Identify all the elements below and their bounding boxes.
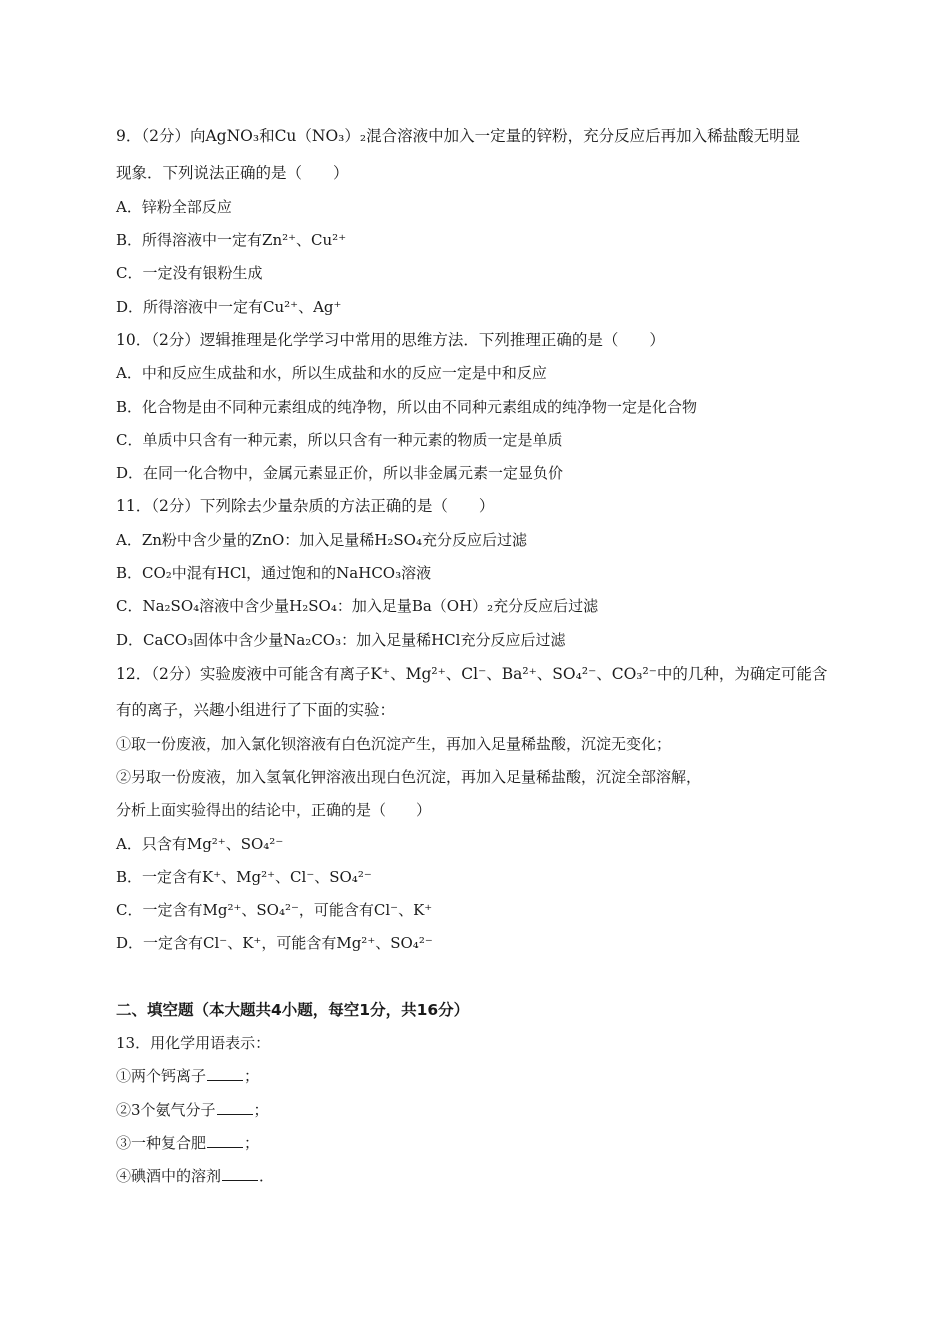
q12-step-1: ①取一份废液，加入氯化钡溶液有白色沉淀产生，再加入足量稀盐酸，沉淀无变化；	[116, 735, 672, 753]
q13-item-2-text: ②3个氨气分子	[116, 1101, 216, 1119]
q10-option-a: A．中和反应生成盐和水，所以生成盐和水的反应一定是中和反应	[116, 364, 547, 382]
q9-option-b: B．所得溶液中一定有Zn²⁺、Cu²⁺	[116, 231, 347, 249]
punctuation: ；	[253, 1101, 269, 1119]
punctuation: ．	[259, 1167, 275, 1185]
q10-option-d: D．在同一化合物中，金属元素显正价，所以非金属元素一定显负价	[116, 464, 564, 482]
q13-item-4	[116, 1166, 274, 1186]
q12-option-d: D．一定含有Cl⁻、K⁺，可能含有Mg²⁺、SO₄²⁻	[116, 934, 433, 952]
q13-item-3	[116, 1133, 259, 1153]
punctuation: ；	[244, 1067, 260, 1085]
q11-stem: 11．（2分）下列除去少量杂质的方法正确的是（ ）	[116, 497, 495, 515]
q10-stem: 10．（2分）逻辑推理是化学学习中常用的思维方法．下列推理正确的是（ ）	[116, 331, 665, 349]
q9-stem-cont: 现象．下列说法正确的是（ ）	[116, 164, 349, 182]
q9-stem: 9．（2分）向AgNO₃和Cu（NO₃）₂混合溶液中加入一定量的锌粉，充分反应后再加入稀盐酸无明显	[116, 127, 801, 145]
q11-option-a: A．Zn粉中含少量的ZnO：加入足量稀H₂SO₄充分反应后过滤	[116, 531, 527, 549]
q10-option-c: C．单质中只含有一种元素，所以只含有一种元素的物质一定是单质	[116, 431, 563, 449]
q10-option-b: B．化合物是由不同种元素组成的纯净物，所以由不同种元素组成的纯净物一定是化合物	[116, 398, 698, 416]
answer-blank[interactable]	[207, 1133, 243, 1148]
answer-blank[interactable]	[222, 1166, 258, 1181]
q12-option-a: A．只含有Mg²⁺、SO₄²⁻	[116, 835, 284, 853]
q12-question: 分析上面实验得出的结论中，正确的是（ ）	[116, 801, 432, 819]
q9-option-a: A．锌粉全部反应	[116, 198, 232, 216]
answer-blank[interactable]	[207, 1066, 243, 1081]
q11-option-d: D．CaCO₃固体中含少量Na₂CO₃：加入足量稀HCl充分反应后过滤	[116, 631, 566, 649]
q9-option-d: D．所得溶液中一定有Cu²⁺、Ag⁺	[116, 298, 342, 316]
q13-item-1-text: ①两个钙离子	[116, 1067, 207, 1085]
q13-item-1	[116, 1066, 259, 1086]
q13-item-3-text: ③一种复合肥	[116, 1134, 207, 1152]
q11-option-b: B．CO₂中混有HCl，通过饱和的NaHCO₃溶液	[116, 564, 432, 582]
answer-blank[interactable]	[217, 1100, 253, 1115]
q12-step-2: ②另取一份废液，加入氢氧化钾溶液出现白色沉淀，再加入足量稀盐酸，沉淀全部溶解，	[116, 768, 702, 786]
q12-stem-cont: 有的离子，兴趣小组进行了下面的实验：	[116, 701, 396, 719]
punctuation: ；	[244, 1134, 260, 1152]
q12-option-c: C．一定含有Mg²⁺、SO₄²⁻，可能含有Cl⁻、K⁺	[116, 901, 433, 919]
q13-item-4-text: ④碘酒中的溶剂	[116, 1167, 222, 1185]
section-title: 二、填空题（本大题共4小题，每空1分，共16分）	[116, 1001, 470, 1019]
q13-item-2	[116, 1100, 269, 1120]
q13-stem: 13．用化学用语表示：	[116, 1034, 271, 1052]
q12-stem: 12．（2分）实验废液中可能含有离子K⁺、Mg²⁺、Cl⁻、Ba²⁺、SO₄²⁻、CO₃²⁻中的几种，为确定可能含	[116, 665, 828, 683]
q12-option-b: B．一定含有K⁺、Mg²⁺、Cl⁻、SO₄²⁻	[116, 868, 372, 886]
q11-option-c: C．Na₂SO₄溶液中含少量H₂SO₄：加入足量Ba（OH）₂充分反应后过滤	[116, 597, 599, 615]
q9-option-c: C．一定没有银粉生成	[116, 264, 263, 282]
